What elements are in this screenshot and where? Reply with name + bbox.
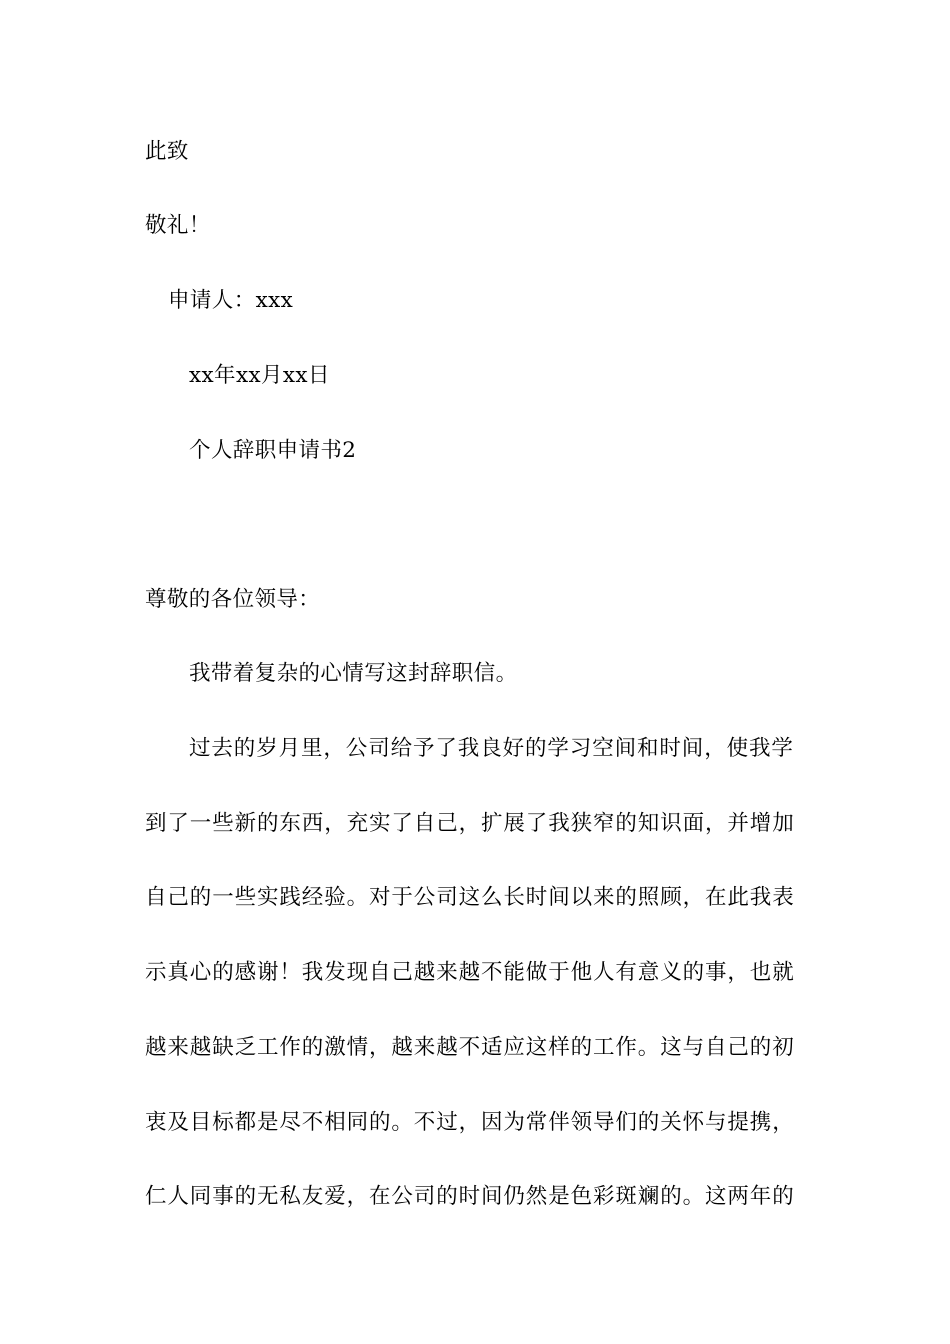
paragraph-2-line: 过去的岁月里，公司给予了我良好的学习空间和时间，使我学	[189, 736, 794, 761]
paragraph-2-line: 到了一些新的东西，充实了自己，扩展了我狭窄的知识面，并增加	[145, 811, 795, 836]
applicant-signature: 申请人：xxx	[168, 288, 294, 313]
closing-line-1: 此致	[145, 139, 189, 164]
signature-date: xx年xx月xx日	[189, 363, 330, 388]
salutation: 尊敬的各位领导：	[145, 587, 321, 612]
paragraph-2-line: 示真心的感谢！我发现自己越来越不能做于他人有意义的事，也就	[145, 960, 795, 985]
paragraph-1: 我带着复杂的心情写这封辞职信。	[189, 661, 518, 686]
paragraph-2-line: 衷及目标都是尽不相同的。不过，因为常伴领导们的关怀与提携，	[145, 1110, 795, 1135]
paragraph-2-line: 越来越缺乏工作的激情，越来越不适应这样的工作。这与自己的初	[145, 1035, 795, 1060]
paragraph-2-line: 自己的一些实践经验。对于公司这么长时间以来的照顾，在此我表	[145, 885, 795, 910]
paragraph-2-line: 仁人同事的无私友爱，在公司的时间仍然是色彩斑斓的。这两年的	[145, 1184, 795, 1209]
closing-line-2: 敬礼！	[145, 213, 211, 238]
section-title: 个人辞职申请书2	[189, 438, 357, 463]
